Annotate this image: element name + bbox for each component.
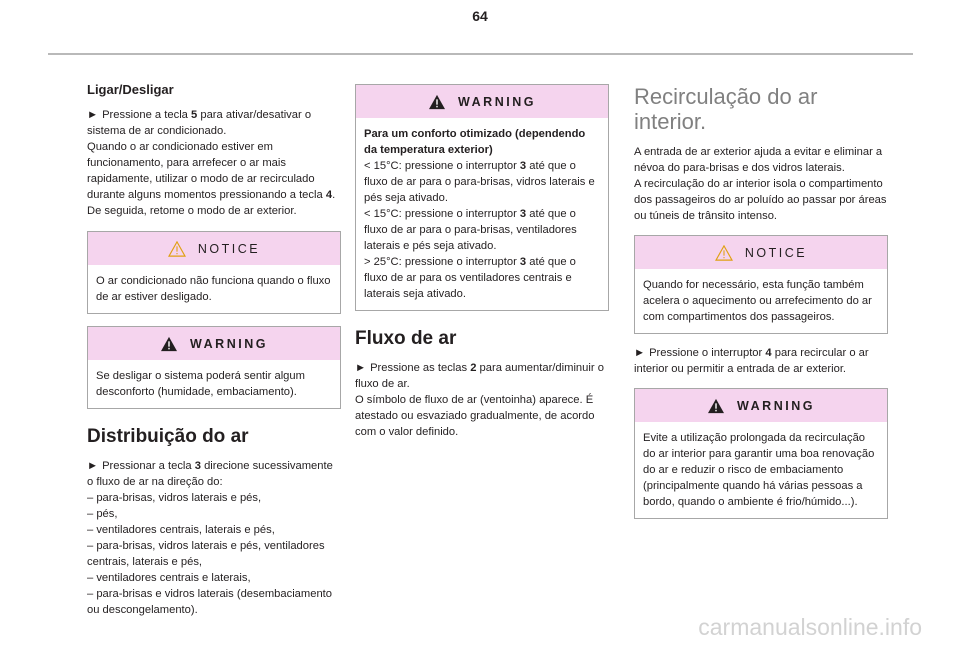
- notice-title: NOTICE: [744, 245, 808, 260]
- flow-paragraph-2: O símbolo de fluxo de ar (ventoinha) aparece. É atestado ou esvaziado gradualmente, de acordo com o valor definido.: [355, 394, 595, 438]
- warning-triangle-icon: [707, 398, 725, 414]
- warning-triangle-outline-icon: [168, 241, 186, 257]
- heading-distribuicao: Distribuição do ar: [87, 426, 249, 447]
- notice-header: [88, 232, 340, 265]
- warning-header: [635, 389, 887, 422]
- warning-lead: Para um conforto otimizado (dependendo da temperatura exterior): [364, 128, 586, 156]
- recirculation-intro: A entrada de ar exterior ajuda a evitar e eliminar a névoa do para-brisas e dos vidros laterais.: [634, 146, 883, 174]
- heading-fluxo: Fluxo de ar: [355, 328, 457, 349]
- column-2: [355, 84, 609, 440]
- warning-triangle-outline-icon: [715, 245, 733, 261]
- bullet-arrow-icon: ►: [634, 347, 646, 359]
- warning-box: [87, 326, 341, 409]
- bullet-arrow-icon: ►: [87, 109, 99, 121]
- list-item: – para-brisas, vidros laterais e pés,: [87, 492, 262, 504]
- page-number: 64: [472, 8, 488, 24]
- heading-ligar-desligar: Ligar/Desligar: [87, 82, 174, 97]
- warning-box: [355, 84, 609, 311]
- warning-triangle-icon: [160, 336, 178, 352]
- intro-paragraph-2: Quando o ar condicionado estiver em funcionamento, para arrefecer o ar mais rapidamente, utilizar o modo de ar recirculado durante alguns momentos pressionando a tecla 4. De seguida, retome o modo de ar exterior.: [87, 141, 336, 217]
- list-item: – ventiladores centrais e laterais,: [87, 572, 251, 584]
- warning-text: Evite a utilização prolongada da recirculação do ar interior para garantir uma boa renovação do ar e reduzir o risco de embaciamento (principalmente quando há várias pessoas a bordo, quando o ambiente é frio/húmido...).: [643, 432, 875, 508]
- bullet-arrow-icon: ►: [87, 460, 99, 472]
- warning-line-3: > 25°C: pressione o interruptor 3 até que o fluxo de ar para os ventiladores centrais e laterais seja ativado.: [364, 256, 576, 300]
- list-item: – ventiladores centrais, laterais e pés,: [87, 524, 275, 536]
- warning-box: [634, 388, 888, 519]
- notice-text: O ar condicionado não funciona quando o fluxo de ar estiver desligado.: [96, 275, 331, 303]
- list-item: – para-brisas, vidros laterais e pés, ventiladores centrais, laterais e pés,: [87, 540, 325, 568]
- warning-header: [88, 327, 340, 360]
- warning-title: WARNING: [458, 94, 536, 109]
- warning-line-1: < 15°C: pressione o interruptor 3 até que o fluxo de ar para o para-brisas, vidros laterais e pés seja ativado.: [364, 160, 595, 204]
- heading-recirculacao: Recirculação do ar interior.: [634, 84, 818, 134]
- distribution-paragraph: ► Pressionar a tecla 3 direcione sucessivamente o fluxo de ar na direção do:: [87, 460, 333, 488]
- column-1: [87, 82, 341, 618]
- header-divider: [48, 53, 913, 55]
- warning-line-2: < 15°C: pressione o interruptor 3 até que o fluxo de ar para o para-brisas, ventiladores laterais e pés seja ativado.: [364, 208, 577, 252]
- notice-text: Quando for necessário, esta função também acelera o aquecimento ou arrefecimento do ar com compartimentos dos passageiros.: [643, 279, 872, 323]
- list-item: – pés,: [87, 508, 118, 520]
- recirculation-intro-2: A recirculação do ar interior isola o compartimento dos passageiros do ar poluído ao passar por áreas ou túneis de trânsito intenso.: [634, 178, 887, 222]
- notice-box: [87, 231, 341, 314]
- warning-title: WARNING: [190, 336, 268, 351]
- warning-title: WARNING: [737, 398, 815, 413]
- intro-paragraph: ► Pressione a tecla 5 para ativar/desativar o sistema de ar condicionado.: [87, 109, 312, 137]
- recirculation-instruction: ► Pressione o interruptor 4 para recircular o ar interior ou permitir a entrada de ar exterior.: [634, 347, 869, 375]
- warning-text: Se desligar o sistema poderá sentir algum desconforto (humidade, embaciamento).: [96, 370, 305, 398]
- flow-paragraph: ► Pressione as teclas 2 para aumentar/diminuir o fluxo de ar.: [355, 362, 604, 390]
- watermark: carmanualsonline.info: [698, 614, 922, 640]
- column-3: [634, 84, 888, 519]
- notice-box: [634, 235, 888, 334]
- warning-triangle-icon: [428, 94, 446, 110]
- warning-body: [356, 118, 608, 310]
- notice-title: NOTICE: [197, 241, 261, 256]
- warning-header: [356, 85, 608, 118]
- notice-header: [635, 236, 887, 269]
- bullet-arrow-icon: ►: [355, 362, 367, 374]
- list-item: – para-brisas e vidros laterais (desembaciamento ou descongelamento).: [87, 588, 332, 616]
